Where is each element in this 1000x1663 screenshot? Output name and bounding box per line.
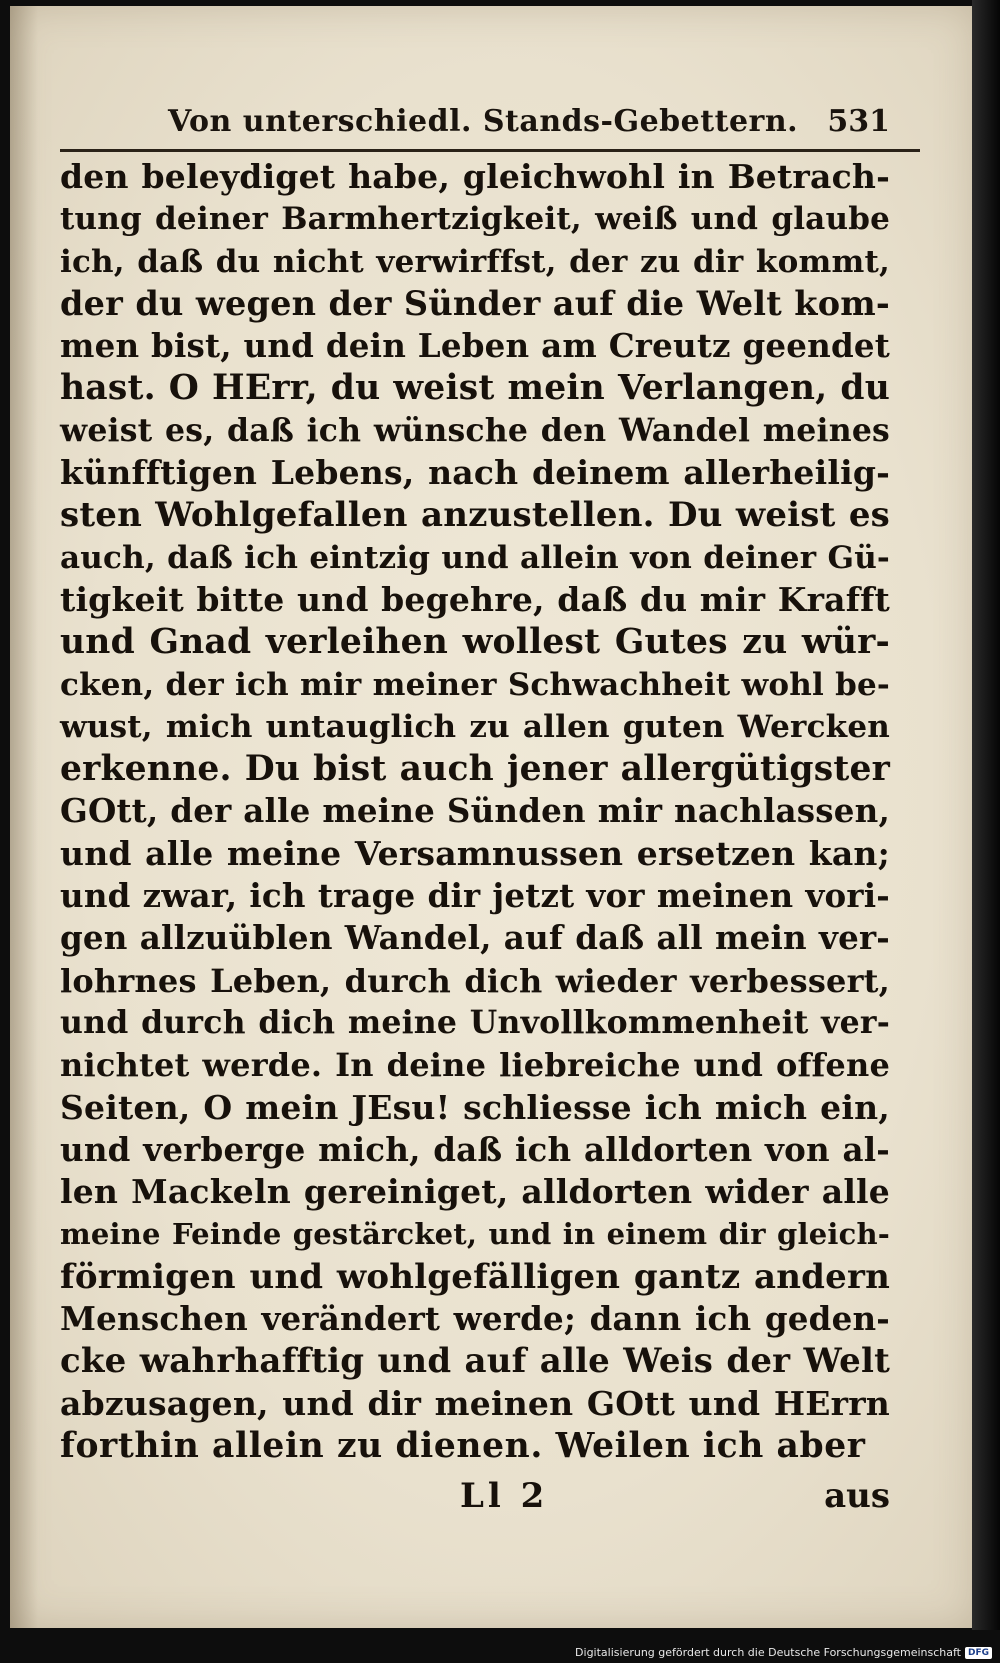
text-line: hast. O HErr, du weist mein Verlangen, du <box>60 368 890 409</box>
digitization-credit <box>575 1646 992 1659</box>
text-line: und durch dich meine Unvollkommenheit ver- <box>60 1003 890 1041</box>
text-line: und verberge mich, daß ich alldorten von al- <box>60 1129 890 1169</box>
text-line: wust, mich untauglich zu allen guten Wercken <box>60 708 890 745</box>
header-rule <box>60 149 920 152</box>
text-line: förmigen und wohlgefälligen gantz andern <box>60 1256 890 1297</box>
text-line: sten Wohlgefallen anzustellen. Du weist es <box>60 495 890 536</box>
text-line: und zwar, ich trage dir jetzt vor meinen vori- <box>60 876 890 916</box>
text-line: men bist, und dein Leben am Creutz geendet <box>60 326 890 366</box>
text-line: cke wahrhafftig und auf alle Weis der Welt <box>60 1341 890 1382</box>
text-line: Menschen verändert werde; dann ich geden- <box>60 1299 890 1339</box>
text-line: Seiten, O mein JEsu! schliesse ich mich ein, <box>60 1087 890 1127</box>
text-line: forthin allein zu dienen. Weilen ich aber <box>60 1425 866 1466</box>
dfg-logo: DFG <box>965 1647 992 1659</box>
book-page <box>10 6 975 1628</box>
text-line: lohrnes Leben, durch dich wieder verbessert, <box>60 961 890 1000</box>
text-line: der du wegen der Sünder auf die Welt kom- <box>60 283 890 323</box>
text-line: auch, daß ich eintzig und allein von deiner Gü- <box>60 539 890 576</box>
signature-mark: Ll 2 <box>460 1476 549 1516</box>
text-line: tigkeit bitte und begehre, daß du mir Krafft <box>60 579 890 619</box>
text-line: erkenne. Du bist auch jener allergütigster <box>60 749 890 790</box>
credit-text: Digitalisierung gefördert durch die Deutsche Forschungsgemeinschaft <box>575 1646 961 1659</box>
text-line: GOtt, der alle meine Sünden mir nachlassen, <box>60 791 890 831</box>
catchword: aus <box>824 1476 890 1516</box>
text-line: meine Feinde gestärcket, und in einem dir gleich- <box>60 1217 890 1252</box>
text-line: künfftigen Lebens, nach deinem allerheilig- <box>60 453 890 493</box>
text-line: cken, der ich mir meiner Schwachheit wohl be- <box>60 666 890 703</box>
text-line: ich, daß du nicht verwirffst, der zu dir kommt, <box>60 243 890 280</box>
text-line: weist es, daß ich wünsche den Wandel meines <box>60 411 890 449</box>
running-head: Von unterschiedl. Stands-Gebettern. <box>168 104 799 139</box>
text-line: tung deiner Barmhertzigkeit, weiß und glaube <box>60 201 890 238</box>
text-line: abzusagen, und dir meinen GOtt und HErrn <box>60 1383 890 1423</box>
body-text <box>60 156 890 1467</box>
page-edge-shadow <box>972 0 1000 1630</box>
text-line: und Gnad verleihen wollest Gutes zu wür- <box>60 622 890 663</box>
text-line: gen allzuüblen Wandel, auf daß all mein ver- <box>60 918 890 958</box>
page-footer <box>60 1476 890 1518</box>
page-number: 531 <box>827 104 890 139</box>
text-line: len Mackeln gereiniget, alldorten wider alle <box>60 1172 890 1212</box>
text-line: nichtet werde. In deine liebreiche und offene <box>60 1046 890 1085</box>
text-line: den beleydiget habe, gleichwohl in Betrach- <box>60 157 890 196</box>
text-line: und alle meine Versamnussen ersetzen kan; <box>60 833 890 873</box>
page-header <box>150 98 890 146</box>
